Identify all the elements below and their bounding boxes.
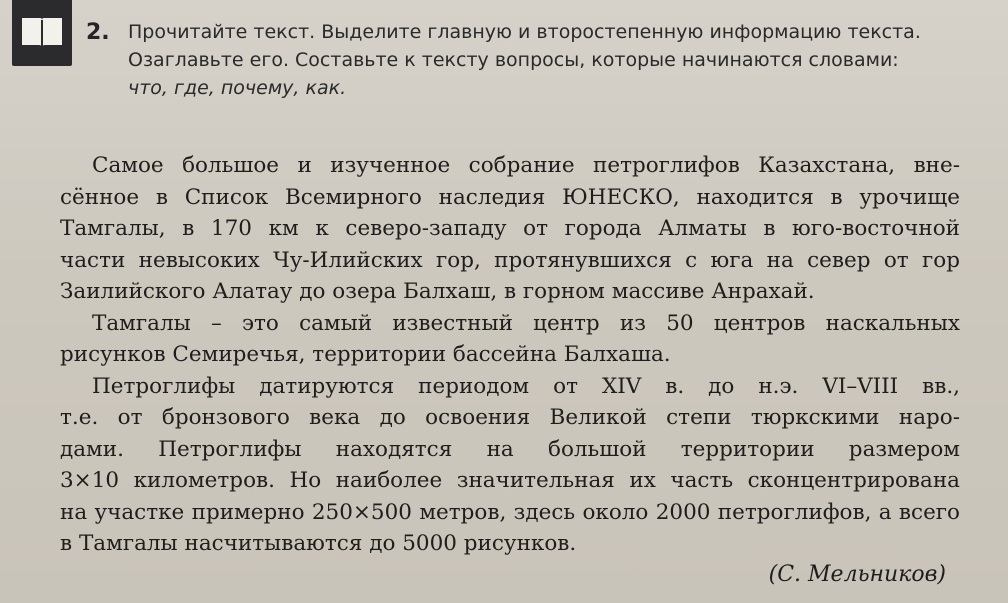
text-line: Самое большое и изученное собрание петроглифов Казахстана, вне- (92, 153, 960, 178)
open-book-icon (12, 0, 72, 66)
text-line: части невысоких Чу-Илийских гор, протянувшихся с юга на север от гор (60, 247, 960, 273)
paragraph-2 (60, 308, 960, 371)
text-line: рисунков Семиречья, территории бассейна Балхаша. (60, 342, 671, 367)
paragraph-3 (60, 371, 960, 560)
paragraph-1 (60, 150, 960, 308)
task-question-words: что, где, почему, как. (128, 77, 347, 99)
text-line: 3×10 километров. Но наиболее значительная их часть сконцентрирована (60, 468, 960, 493)
task-line: Прочитайте текст. Выделите главную и второстепенную информацию текста. (128, 21, 921, 43)
text-line: Тамгалы – это самый известный центр из 50 центров наскальных (92, 310, 960, 336)
task-instructions (128, 18, 988, 102)
text-line: на участке примерно 250×500 метров, здесь около 2000 петроглифов, а всего (60, 499, 960, 525)
text-line: т.е. от бронзового века до освоения Великой степи тюркскими наро- (60, 405, 960, 430)
text-line: в Тамгалы насчитываются до 5000 рисунков. (60, 531, 577, 556)
text-line: Петроглифы датируются периодом от XIV в. до н.э. VI–VIII вв., (92, 373, 960, 399)
task-line: Озаглавьте его. Составьте к тексту вопросы, которые начинаются словами: (128, 49, 899, 71)
author-attribution: (С. Мельников) (768, 562, 946, 587)
text-line: Тамгалы, в 170 км к северо-западу от города Алматы в юго-восточной (60, 216, 960, 241)
task-number: 2. (86, 20, 110, 45)
text-line: сённое в Список Всемирного наследия ЮНЕСКО, находится в урочище (60, 184, 960, 210)
reading-text (60, 150, 960, 560)
text-line: Заилийского Алатау до озера Балхаш, в горном массиве Анрахай. (60, 279, 815, 304)
text-line: дами. Петроглифы находятся на большой территории размером (60, 436, 960, 462)
